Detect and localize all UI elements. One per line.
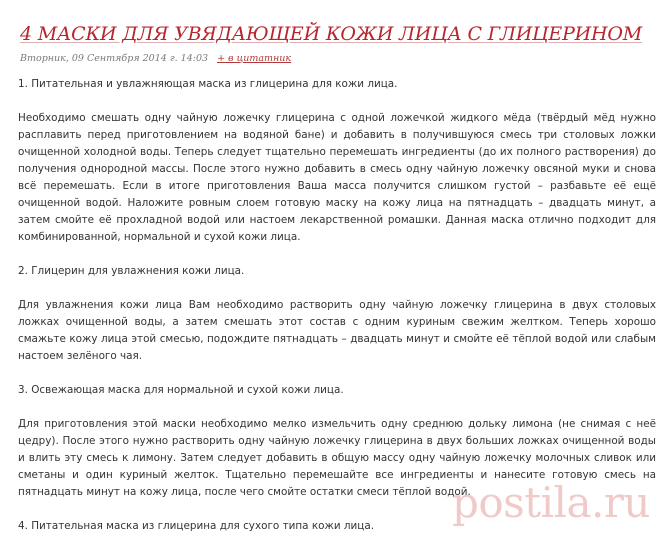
- section-1-heading: 1. Питательная и увлажняющая маска из глицерина для кожи лица.: [18, 78, 398, 90]
- post-title[interactable]: 4 МАСКИ ДЛЯ УВЯДАЮЩЕЙ КОЖИ ЛИЦА С ГЛИЦЕРИНОМ: [20, 23, 643, 45]
- postila-watermark: postila.ru: [452, 478, 650, 527]
- section-3-body: Для приготовления этой маски необходимо мелко измельчить одну среднюю дольку лимона (не снимая с неё цедру). После этого нужно растворить одну чайную ложечку глицерина в двух больших ложках очищенной воды и влить эту смесь к лимону. Затем следует добавить в общую массу одну чайную ложечку молочных сливок или сметаны и один куриный желток. Тщательно перемешайте все ингредиенты и нанесите готовую смесь на пятнадцать минут на кожу лица, после чего смойте остатки смеси тёплой водой.: [18, 418, 656, 498]
- section-3-heading: 3. Освежающая маска для нормальной и сухой кожи лица.: [18, 384, 344, 396]
- post-content: [18, 76, 656, 535]
- section-1-body: Необходимо смешать одну чайную ложечку глицерина с одной ложечкой жидкого мёда (твёрдый мёд нужно расплавить перед приготовлением на водяной бане) и добавить в получившуюся смесь три столовых ложки очищенной холодной воды. Теперь следует тщательно перемешать ингредиенты (до их полного растворения) до получения однородной массы. После этого нужно добавить в смесь одну чайную ложечку овсяной муки и снова всё перемешать. Если в итоге приготовления Ваша масса получится слишком густой – разбавьте её ещё очищенной водой. Наложите ровным слоем готовую маску на кожу лица на пятнадцать – двадцать минут, а затем смойте её прохладной водой или настоем лекарственной ромашки. Данная маска отлично подходит для комбинированной, нормальной и сухой кожи лица.: [18, 112, 656, 243]
- section-2-heading: 2. Глицерин для увлажнения кожи лица.: [18, 265, 245, 277]
- section-2-body: Для увлажнения кожи лица Вам необходимо растворить одну чайную ложечку глицерина в двух столовых ложках очищенной воды, а затем смешать этот состав с одним куриным свежим желтком. Теперь хорошо смажьте кожу лица этой смесью, подождите пятнадцать – двадцать минут и смойте её тёплой водой или слабым настоем зелёного чая.: [18, 299, 656, 362]
- post-date: Вторник, 09 Сентября 2014 г. 14:03: [20, 53, 209, 64]
- post: [18, 0, 656, 552]
- section-4-heading: 4. Питательная маска из глицерина для сухого типа кожи лица.: [18, 520, 375, 532]
- add-to-quotes-link[interactable]: + в цитатник: [217, 53, 292, 64]
- post-meta: [20, 52, 656, 65]
